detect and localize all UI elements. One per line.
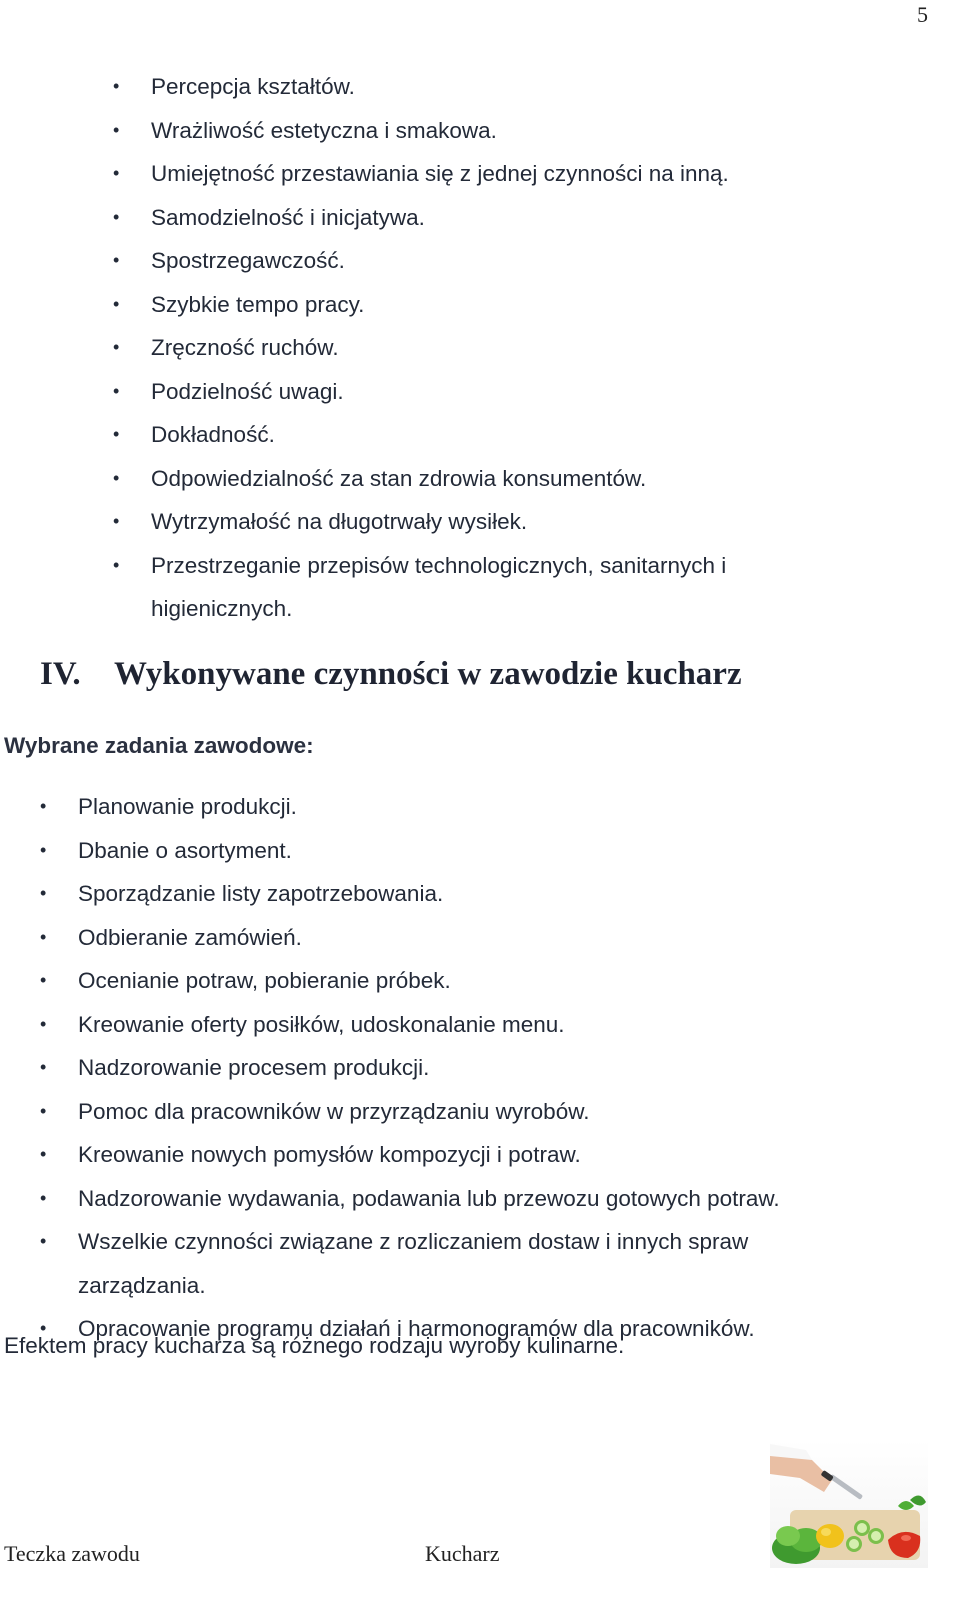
list-item-text: Percepcja kształtów.: [151, 74, 355, 99]
list-item-text: Sporządzanie listy zapotrzebowania.: [78, 881, 444, 906]
list-item-text: Kreowanie oferty posiłków, udoskonalanie menu.: [78, 1011, 565, 1037]
bullet-icon: •: [40, 970, 47, 990]
list-item-text: Szybkie tempo pracy.: [151, 291, 365, 317]
list-item-text: Przestrzeganie przepisów technologicznych, sanitarnych i higienicznych.: [151, 552, 727, 621]
list-item: [113, 152, 851, 196]
list-item-text: Podzielność uwagi.: [151, 378, 344, 404]
skills-list: [113, 65, 851, 631]
bullet-icon: •: [40, 1013, 47, 1034]
page-number: 5: [917, 2, 928, 27]
cooking-photo: [770, 1440, 928, 1568]
subheading: Wybrane zadania zawodowe:: [4, 733, 314, 758]
list-item-text: Ocenianie potraw, pobieranie próbek.: [78, 968, 451, 993]
section-title: Wykonywane czynności w zawodzie kucharz: [114, 656, 742, 692]
list-item: [113, 239, 851, 283]
list-item-text: Odbieranie zamówień.: [78, 924, 302, 950]
bullet-icon: •: [113, 163, 120, 183]
list-item: [113, 65, 851, 109]
list-item: [40, 1046, 868, 1090]
bullet-icon: •: [40, 1318, 47, 1338]
list-item: [113, 109, 851, 153]
list-item-text: Kreowanie nowych pomysłów kompozycji i potraw.: [78, 1142, 581, 1167]
list-item-text: Pomoc dla pracowników w przyrządzaniu wyrobów.: [78, 1098, 590, 1124]
list-item: [40, 916, 868, 960]
footer-center: Kucharz: [425, 1541, 500, 1566]
bullet-icon: •: [113, 467, 120, 488]
list-item: [113, 500, 851, 544]
summary-text: Efektem pracy kucharza są różnego rodzaju wyroby kulinarne.: [4, 1333, 625, 1358]
list-item: [113, 544, 791, 631]
list-item-text: Nadzorowanie procesem produkcji.: [78, 1055, 430, 1080]
bullet-icon: •: [40, 883, 47, 903]
list-item-text: Spostrzegawczość.: [151, 248, 345, 273]
list-item: [113, 457, 851, 501]
bullet-icon: •: [113, 206, 120, 227]
bullet-icon: •: [113, 76, 120, 96]
bullet-icon: •: [40, 1100, 47, 1121]
list-item: [113, 326, 851, 370]
bullet-icon: •: [113, 380, 120, 401]
list-item: [40, 1220, 813, 1307]
list-item: [40, 785, 868, 829]
list-item: [113, 196, 851, 240]
list-item: [113, 283, 851, 327]
tasks-list: [40, 785, 868, 1351]
list-item: [40, 959, 868, 1003]
list-item-text: Dbanie o asortyment.: [78, 837, 292, 863]
list-item: [113, 413, 851, 457]
list-item-text: Wytrzymałość na długotrwały wysiłek.: [151, 509, 528, 534]
bullet-icon: •: [40, 1231, 47, 1251]
list-item-text: Opracowanie programu działań i harmonogramów dla pracowników.: [78, 1316, 755, 1341]
list-item-text: Planowanie produkcji.: [78, 794, 297, 819]
list-item-text: Odpowiedzialność za stan zdrowia konsumentów.: [151, 465, 647, 491]
list-item: [40, 1133, 868, 1177]
list-item: [40, 1090, 868, 1134]
list-item: [40, 829, 868, 873]
list-item: [40, 1003, 868, 1047]
list-item: [40, 1177, 868, 1221]
bullet-icon: •: [40, 1187, 47, 1208]
bullet-icon: •: [40, 839, 47, 860]
list-item-text: Dokładność.: [151, 422, 275, 447]
list-item: [113, 370, 851, 414]
bullet-icon: •: [113, 337, 120, 357]
bullet-icon: •: [113, 424, 120, 444]
list-item-text: Nadzorowanie wydawania, podawania lub przewozu gotowych potraw.: [78, 1185, 780, 1211]
list-item-text: Samodzielność i inicjatywa.: [151, 204, 425, 230]
bullet-icon: •: [40, 796, 47, 816]
list-item-text: Umiejętność przestawiania się z jednej czynności na inną.: [151, 161, 729, 186]
section-number: IV.: [40, 656, 81, 692]
bullet-icon: •: [40, 1057, 47, 1077]
bullet-icon: •: [40, 1144, 47, 1164]
list-item-text: Wrażliwość estetyczna i smakowa.: [151, 117, 497, 143]
bullet-icon: •: [113, 554, 120, 575]
list-item-text: Zręczność ruchów.: [151, 335, 339, 360]
bullet-icon: •: [113, 293, 120, 314]
bullet-icon: •: [113, 511, 120, 531]
section-heading: [40, 656, 742, 693]
bullet-icon: •: [113, 119, 120, 140]
bullet-icon: •: [40, 926, 47, 947]
bullet-icon: •: [113, 250, 120, 270]
list-item: [40, 872, 868, 916]
footer-left: Teczka zawodu: [4, 1541, 140, 1566]
list-item-text: Wszelkie czynności związane z rozliczaniem dostaw i innych spraw zarządzania.: [78, 1229, 749, 1298]
